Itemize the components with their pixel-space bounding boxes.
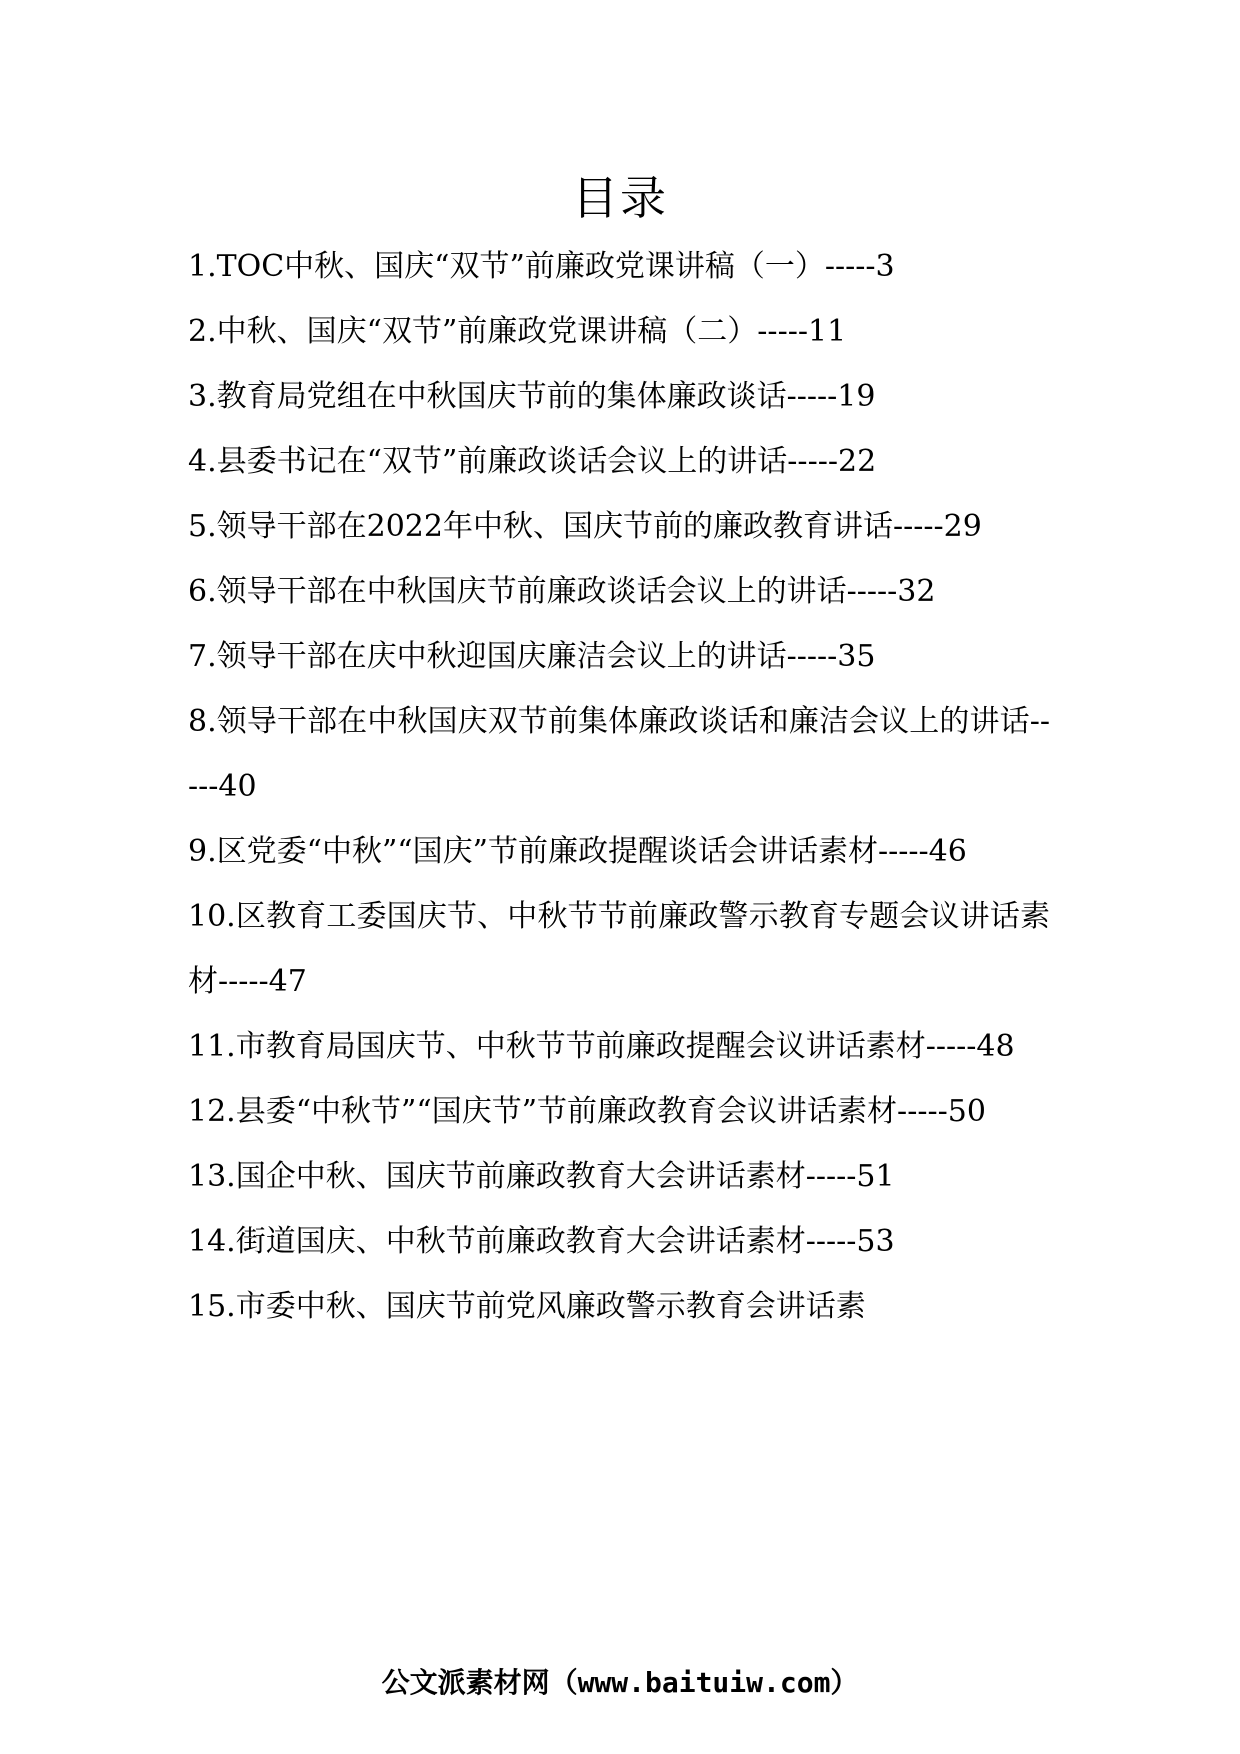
table-of-contents <box>188 234 1050 1339</box>
toc-item[interactable]: 8.领导干部在中秋国庆双节前集体廉政谈话和廉洁会议上的讲话-----40 <box>188 704 1050 804</box>
toc-item[interactable]: 11.市教育局国庆节、中秋节节前廉政提醒会议讲话素材-----48 <box>188 1029 1015 1064</box>
toc-item[interactable]: 7.领导干部在庆中秋迎国庆廉洁会议上的讲话-----35 <box>188 639 876 674</box>
toc-item[interactable]: 6.领导干部在中秋国庆节前廉政谈话会议上的讲话-----32 <box>188 574 936 609</box>
toc-item[interactable]: 1.TOC中秋、国庆“双节”前廉政党课讲稿（一）-----3 <box>188 249 895 284</box>
toc-item[interactable]: 4.县委书记在“双节”前廉政谈话会议上的讲话-----22 <box>188 444 877 479</box>
toc-item[interactable]: 3.教育局党组在中秋国庆节前的集体廉政谈话-----19 <box>188 379 876 414</box>
page-title: 目录 <box>572 171 668 225</box>
toc-item[interactable]: 9.区党委“中秋”“国庆”节前廉政提醒谈话会讲话素材-----46 <box>188 834 967 869</box>
toc-item[interactable]: 12.县委“中秋节”“国庆节”节前廉政教育会议讲话素材-----50 <box>188 1094 986 1129</box>
toc-item[interactable]: 14.街道国庆、中秋节前廉政教育大会讲话素材-----53 <box>188 1224 895 1259</box>
toc-item[interactable]: 13.国企中秋、国庆节前廉政教育大会讲话素材-----51 <box>188 1159 895 1194</box>
toc-item[interactable]: 10.区教育工委国庆节、中秋节节前廉政警示教育专题会议讲话素材-----47 <box>188 899 1050 999</box>
toc-item[interactable]: 15.市委中秋、国庆节前党风廉政警示教育会讲话素 <box>188 1289 866 1324</box>
toc-item[interactable]: 2.中秋、国庆“双节”前廉政党课讲稿（二）-----11 <box>188 314 847 349</box>
toc-item[interactable]: 5.领导干部在2022年中秋、国庆节前的廉政教育讲话-----29 <box>188 509 982 544</box>
page-footer: 公文派素材网（www.baituiw.com） <box>381 1666 859 1699</box>
